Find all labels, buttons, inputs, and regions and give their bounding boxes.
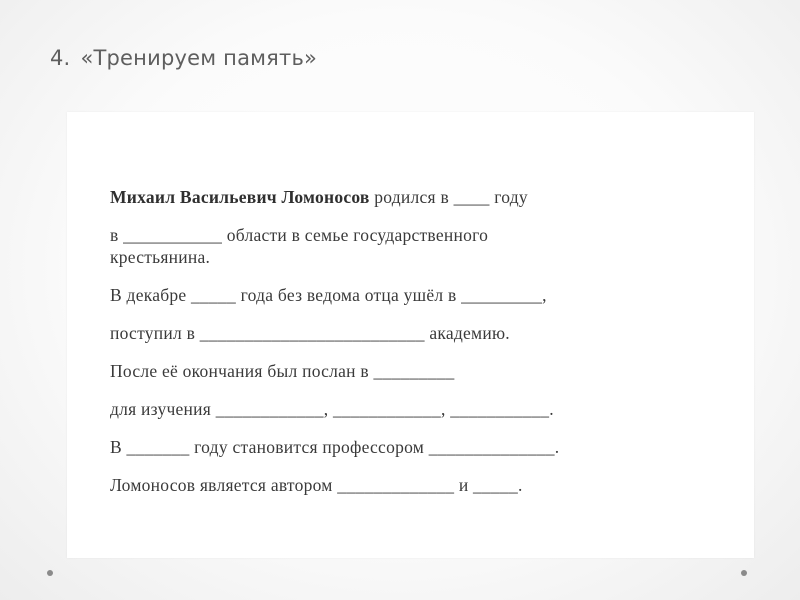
worksheet-text bbox=[110, 186, 730, 496]
corner-dot-left bbox=[47, 570, 53, 576]
lomonosov-name: Михаил Васильевич Ломоносов bbox=[110, 187, 370, 207]
corner-dot-right bbox=[741, 570, 747, 576]
worksheet-line-4: В декабре _____ года без ведома отца ушёл в _________, bbox=[110, 285, 547, 305]
slide-title bbox=[50, 46, 317, 70]
worksheet-line-6: После её окончания был послан в _________ bbox=[110, 361, 455, 381]
worksheet-image bbox=[67, 112, 754, 558]
worksheet-line-5: поступил в _________________________ академию. bbox=[110, 323, 510, 343]
worksheet-line-2: в ___________ области в семье государственного bbox=[110, 225, 489, 245]
worksheet-line-1 bbox=[110, 186, 730, 208]
slide-number: 4. bbox=[50, 46, 71, 70]
worksheet-line-8: В _______ году становится профессором ______________. bbox=[110, 437, 560, 457]
line-1-rest: родился в ____ году bbox=[369, 187, 528, 207]
slide-title-text: «Тренируем память» bbox=[80, 46, 318, 70]
worksheet-line-3: крестьянина. bbox=[110, 247, 211, 267]
worksheet-line-7: для изучения ____________, ____________, ___________. bbox=[110, 399, 554, 419]
worksheet-line-9: Ломоносов является автором _____________ и _____. bbox=[110, 475, 523, 495]
